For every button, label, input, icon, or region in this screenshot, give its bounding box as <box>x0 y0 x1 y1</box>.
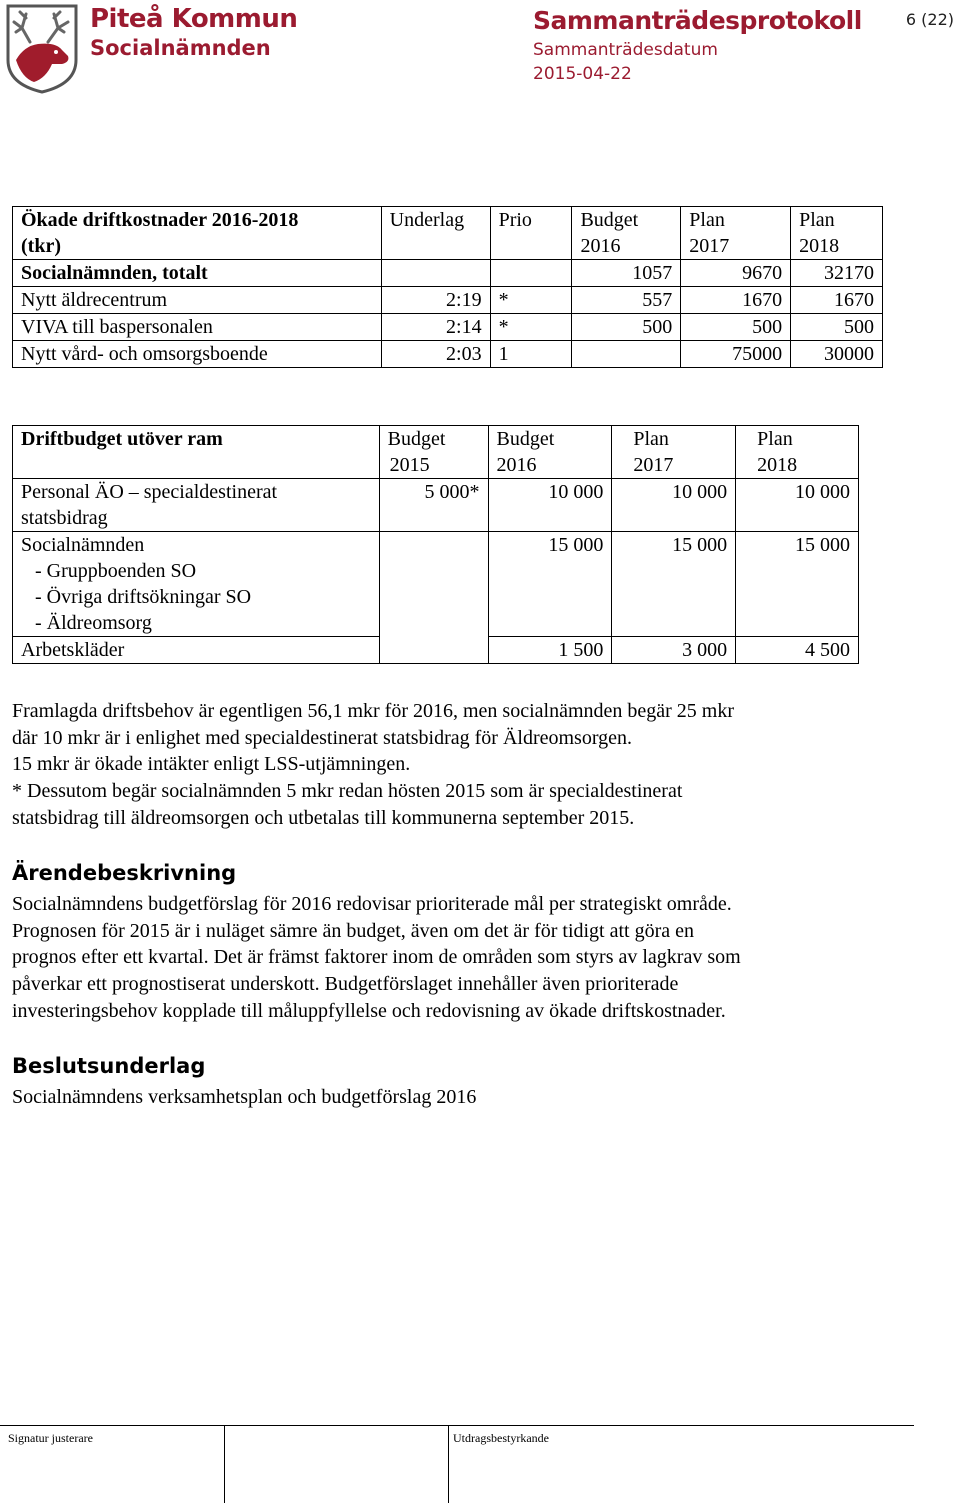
table-cell: 2:14 <box>381 314 490 341</box>
table-cell: 10 000 <box>488 479 612 532</box>
table-cell <box>381 260 490 287</box>
table-header-row <box>13 207 883 260</box>
table-cell: 15 000 <box>612 532 736 637</box>
table-cell: 1670 <box>791 287 883 314</box>
increased-costs-table <box>12 206 883 368</box>
text-line: Prognosen för 2015 är i nuläget sämre än budget, även om det är för tidigt att göra en <box>12 919 695 942</box>
footer-divider <box>224 1425 225 1503</box>
table-cell: 500 <box>572 314 681 341</box>
table-cell: Nytt vård- och omsorgsboende <box>13 341 382 368</box>
text-line: Socialnämndens verksamhetsplan och budgetförslag 2016 <box>12 1086 477 1108</box>
text-line: 15 mkr är ökade intäkter enligt LSS-utjämningen. <box>12 753 411 776</box>
table-cell: 500 <box>681 314 791 341</box>
table-header-cell: Driftbudget utöver ram <box>13 426 380 479</box>
case-description-text <box>12 891 892 1025</box>
text-line: Socialnämndens budgetförslag för 2016 redovisar prioriterade mål per strategiskt område. <box>12 893 732 915</box>
table-cell: 75000 <box>681 341 791 368</box>
doc-title: Sammanträdesprotokoll <box>533 6 862 35</box>
table-cell: 15 000 <box>488 532 612 637</box>
table-row <box>13 260 883 287</box>
reindeer-coat-of-arms-icon <box>4 2 80 94</box>
table-cell: 32170 <box>791 260 883 287</box>
table-cell: 30000 <box>791 341 883 368</box>
table-cell: 10 000 <box>612 479 736 532</box>
table-header-cell: Ökade driftkostnader 2016-2018 (tkr) <box>13 207 382 260</box>
meeting-date-value: 2015-04-22 <box>533 64 632 84</box>
table-header-cell: Plan 2018 <box>791 207 883 260</box>
table-cell: 15 000 <box>736 532 859 637</box>
text-line: Framlagda driftsbehov är egentligen 56,1 mkr för 2016, men socialnämnden begär 25 mkr <box>12 700 735 722</box>
text-line: där 10 mkr är i enlighet med specialdestinerat statsbidrag för Äldreomsorgen. <box>12 726 632 749</box>
table-header-cell: Budget 2016 <box>488 426 612 479</box>
table-cell: Socialnämnden - Gruppboenden SO - Övriga driftsökningar SO - Äldreomsorg <box>13 532 380 637</box>
footer-divider <box>448 1425 449 1503</box>
table-header-cell: Plan 2017 <box>681 207 791 260</box>
text-line: investeringsbehov kopplade till måluppfyllelse och redovisning av ökade driftskostnader. <box>12 999 726 1022</box>
dept-name: Socialnämnden <box>90 36 271 60</box>
table-header-row <box>13 426 859 479</box>
section-heading-case-description: Ärendebeskrivning <box>12 861 237 885</box>
table-cell: * <box>490 314 572 341</box>
table-cell: 1670 <box>681 287 791 314</box>
org-name: Piteå Kommun <box>90 4 298 34</box>
text-line: * Dessutom begär socialnämnden 5 mkr redan hösten 2015 som är specialdestinerat <box>12 780 683 803</box>
table-header-cell: Budget 2015 <box>379 426 488 479</box>
table-cell: Arbetskläder <box>13 637 380 664</box>
text-line: prognos efter ett kvartal. Det är främst faktorer inom de områden som styrs av lagkrav som <box>12 946 741 969</box>
table-row <box>13 532 859 637</box>
table-cell: VIVA till baspersonalen <box>13 314 382 341</box>
budget-explanation <box>12 698 892 832</box>
table-cell: * <box>490 287 572 314</box>
footer-divider <box>0 1425 914 1426</box>
page-number: 6 (22) <box>905 10 954 29</box>
extract-certification-label: Utdragsbestyrkande <box>453 1431 549 1445</box>
table-header-cell: Plan 2017 <box>612 426 736 479</box>
table-cell: 5 000* <box>379 479 488 532</box>
table-row <box>13 287 883 314</box>
table-cell <box>379 637 488 664</box>
table-header-cell: Prio <box>490 207 572 260</box>
table-cell <box>490 260 572 287</box>
table-cell <box>379 532 488 637</box>
table-header-cell: Budget 2016 <box>572 207 681 260</box>
table-cell: 500 <box>791 314 883 341</box>
table-cell: Personal ÄO – specialdestinerat statsbidrag <box>13 479 380 532</box>
table-cell: 2:19 <box>381 287 490 314</box>
table-cell: 557 <box>572 287 681 314</box>
table-header-cell: Underlag <box>381 207 490 260</box>
table-cell <box>572 341 681 368</box>
table-cell: 3 000 <box>612 637 736 664</box>
table-row <box>13 479 859 532</box>
operating-budget-table <box>12 425 859 664</box>
table-cell: 9670 <box>681 260 791 287</box>
table-cell: Nytt äldrecentrum <box>13 287 382 314</box>
table-row <box>13 637 859 664</box>
table-row <box>13 314 883 341</box>
table-cell: 1 500 <box>488 637 612 664</box>
signature-label: Signatur justerare <box>8 1431 93 1445</box>
table-header-cell: Plan 2018 <box>736 426 859 479</box>
table-cell: 10 000 <box>736 479 859 532</box>
table-cell: 1057 <box>572 260 681 287</box>
text-line: påverkar ett prognostiserat underskott. Budgetförslaget innehåller även prioriterade <box>12 973 679 996</box>
table-cell: 2:03 <box>381 341 490 368</box>
table-cell: 4 500 <box>736 637 859 664</box>
text-line: statsbidrag till äldreomsorgen och utbetalas till kommunerna september 2015. <box>12 806 635 829</box>
meeting-date-label: Sammanträdesdatum <box>533 40 718 60</box>
table-cell: 1 <box>490 341 572 368</box>
table-row <box>13 341 883 368</box>
decision-basis-text <box>12 1084 892 1111</box>
table-cell: Socialnämnden, totalt <box>13 260 382 287</box>
section-heading-decision-basis: Beslutsunderlag <box>12 1054 206 1078</box>
